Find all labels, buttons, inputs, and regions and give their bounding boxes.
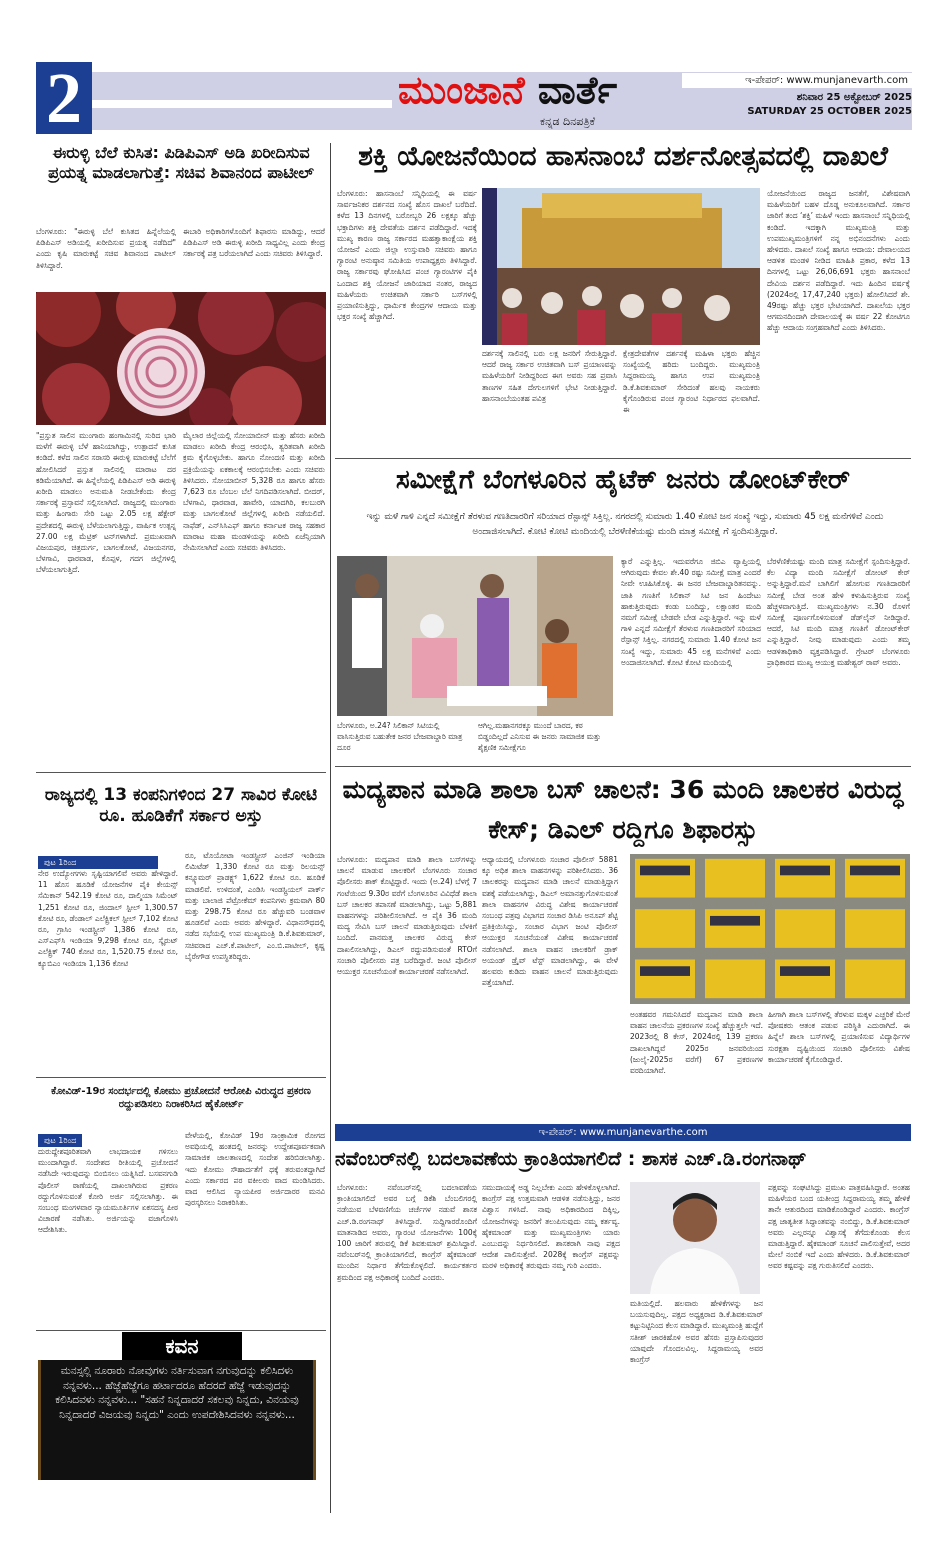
shakti-body-1: ಬೆಂಗಳೂರು: ಹಾಸನಾಂಬೆ ಸನ್ನಿಧಿಯಲ್ಲಿ ಈ ವರ್ಷ ಸಾರ್ವಜನಿಕರ ದರ್ಶನದ ಸಂಖ್ಯೆ ಹೊಸ ದಾಖಲೆ ಬರೆದಿದೆ. ಕಳೆದ 13 ದಿನಗಳಲ್ಲಿ ಬರೋಬ್ಬರಿ 26 ಲಕ್ಷಕ್ಕೂ ಹೆಚ್ಚು ಭಕ್ತಾದಿಗಳು ಶಕ್ತಿ ದೇವತೆಯ ದರ್ಶನ ಪಡೆದಿದ್ದಾರೆ. ಇದಕ್ಕೆ ಮುಖ್ಯ ಕಾರಣ ರಾಜ್ಯ ಸರ್ಕಾರದ ಮಹತ್ವಾಕಾಂಕ್ಷೆಯ ಶಕ್ತಿ ಯೋಜನೆ ಎಂದು ಜಿಲ್ಲಾ ಉಸ್ತುವಾರಿ ಸಚಿವರು ಹಾಗೂ ಗ್ಯಾರಂಟಿ ಅನುಷ್ಠಾನ ಸಮಿತಿಯ ಉಪಾಧ್ಯಕ್ಷರು ತಿಳಿಸಿದ್ದಾರೆ. ರಾಜ್ಯ ಸರ್ಕಾರವು ಘೋಷಿಸಿದ ಪಂಚ ಗ್ಯಾರಂಟಿಗಳ ಪೈಕಿ ಒಂದಾದ ಶಕ್ತಿ ಯೋಜನೆ ಜಾರಿಯಾದ ನಂತರ, ರಾಜ್ಯದ ಮಹಿಳೆಯರು ಉಚಿತವಾಗಿ ಸರ್ಕಾರಿ ಬಸ್‌ಗಳಲ್ಲಿ ಪ್ರಯಾಣಿಸುತ್ತಿದ್ದು, ಧಾರ್ಮಿಕ ಕೇಂದ್ರಗಳ ಆದಾಯ ಮತ್ತು ಭಕ್ತರ ಸಂಖ್ಯೆ ಹೆಚ್ಚಾಗಿದೆ.: [337, 189, 477, 322]
survey-caption-1: ಬೆಂಗಳೂರು, ಅ.24? ಸಿಲಿಕಾನ್ ಸಿಟಿಯಲ್ಲಿ ವಾಸಿಸುತ್ತಿರುವ ಬಹುತೇಕ ಜನರ ಬೇಜವಾಬ್ದಾರಿ ಮಾತ್ರ ದೂರ: [337, 721, 463, 752]
survey-headline: ಸಮೀಕ್ಷೆಗೆ ಬೆಂಗಳೂರಿನ ಹೈಟೆಕ್ ಜನರು ಡೋಂಟ್‌ಕೇರ್: [395, 465, 851, 495]
onion-body-4: ಮೈಲಾರ ಜಿಲ್ಲೆಯಲ್ಲಿ ಸೋಯಾಬೀನ್ ಮತ್ತು ಹೆಸರು ಖರೀದಿ ಮಾಡಲು ಖರೀದಿ ಕೇಂದ್ರ ಆರಂಭಿಸಿ, ತ್ವರಿತವಾಗಿ ಖರೀದಿ ಕ್ರಮ ಕೈಗೊಳ್ಳಬೇಕು. ಹಾಗೂ ನೋಂದಣಿ ಮತ್ತು ಖರೀದಿ ಪ್ರಕ್ರಿಯೆಯನ್ನು ಏಕಕಾಲಕ್ಕೆ ಆರಂಭಿಸಬೇಕು ಎಂದು ಸಚಿವರು ತಿಳಿಸಿದರು. ಸೋಯಾಬೀನ್ 5,328 ರೂ ಹಾಗೂ ಹೆಸರು 7,623 ರೂ ಬೆಂಬಲ ಬೆಲೆ ನಿಗದಿಪಡಿಸಲಾಗಿದೆ. ಬೀದರ್, ಬೆಳಗಾವಿ, ಧಾರವಾಡ, ಹಾವೇರಿ, ಯಾದಗಿರಿ, ಕಲಬುರಗಿ ಮತ್ತು ಬಾಗಲಕೋಟೆ ಜಿಲ್ಲೆಗಳಲ್ಲಿ ಖರೀದಿ ನಡೆಯಲಿದೆ. ನಾಫೆಡ್, ಎನ್‌ಸಿಸಿಎಫ್ ಹಾಗೂ ಕರ್ನಾಟಕ ರಾಜ್ಯ ಸಹಕಾರ ಮಾರಾಟ ಮಹಾ ಮಂಡಳಿಯನ್ನು ಖರೀದಿ ಏಜೆನ್ಸಿಯಾಗಿ ನೇಮಿಸಲಾಗಿದೆ ಎಂದು ಸಚಿವರು ತಿಳಿಸಿದರು.: [183, 431, 325, 553]
divider: [335, 766, 911, 767]
survey-photo: [337, 556, 613, 716]
survey-lead: ಇನ್ನು ಮಳೆ ಗಾಳಿ ಎನ್ನದೆ ಸಮೀಕ್ಷೆಗೆ ತೆರಳುವ ಗಣತಿದಾರರಿಗೆ ಸರಿಯಾದ ರೆಸ್ಪಾನ್ಸ್ ಸಿಕ್ತಿಲ್ಲ. ನಗರದಲ್ಲಿ ಸುಮಾರು 1.40 ಕೋಟಿ ಜನ ಸಂಖ್ಯೆ ಇದ್ದು, ಸುಮಾರು 45 ಲಕ್ಷ ಮನೆಗಳಿವೆ ಎಂದು ಅಂದಾಜಿಸಲಾಗಿದೆ. ಕೋಟಿ ಕೋಟಿ ಮಂದಿಯಲ್ಲಿ ಬೆರಳೆಣಿಕೆಯಷ್ಟು ಮಂದಿ ಮಾತ್ರ ಸಮೀಕ್ಷೆ ಗೆ ಸ್ಪಂದಿಸುತ್ತಿದ್ದಾರೆ.: [366, 512, 884, 537]
shakti-headline: ಶಕ್ತಿ ಯೋಜನೆಯಿಂದ ಹಾಸನಾಂಬೆ ದರ್ಶನೋತ್ಸವದಲ್ಲಿ ದಾಖಲೆ: [358, 141, 888, 172]
column-divider: [330, 143, 331, 1513]
bus-body-2: ಆಧ್ಯಾಯದಲ್ಲಿ ಬೆಂಗಳೂರು ಸಂಚಾರ ಪೊಲೀಸ್ 5881 ಕ್ಕೂ ಅಧಿಕ ಶಾಲಾ ವಾಹನಗಳನ್ನು ಪರಿಶೀಲಿಸಿದರು. 36 ಚಾಲಕರನ್ನು ಮದ್ಯಪಾನ ಮಾಡಿ ಚಾಲನೆ ಮಾಡುತ್ತಿದ್ದಾಗ ವಶಕ್ಕೆ ಪಡೆಯಲಾಗಿದ್ದು, ಡಿಎಲ್ ಅಮಾನತ್ತುಗೊಳಿಸುವಂತೆ ಶಾಲಾ ವಾಹನಗಳ ವಿರುದ್ಧ ವಿಶೇಷ ಕಾರ್ಯಾಚರಣೆ ಸಂಬಂಧ ಪತ್ರವು ವಿಭಾಗದ ಸಂಚಾರ ಡಿಸಿಪಿ ಅನೂಪ್ ಶೆಟ್ಟಿ ಪ್ರತಿಕ್ರಿಯಿಸಿದ್ದು, ಸಂಚಾರ ವಿಭಾಗ ಜಂಟಿ ಪೊಲೀಸ್ ಆಯುಕ್ತರ ಸೂಚನೆಯಂತೆ ವಿಶೇಷ ಕಾರ್ಯಾಚರಣೆ ನಡೆಸಲಾಗಿದೆ. ಶಾಲಾ ವಾಹನ ಚಾಲಕರಿಗೆ ಡ್ರಾಕ್ ಅಯಂಡ್ ಡ್ರೈವ್ ಟೆಸ್ಟ್ ಮಾಡಲಾಗಿದ್ದು, ಈ ವೇಳೆ ಹಲವರು ಕುಡಿದು ವಾಹನ ಚಾಲನೆ ಮಾಡುತ್ತಿರುವುದು ಪತ್ತೆಯಾಗಿದೆ.: [482, 855, 618, 988]
bus-article: [335, 770, 911, 1118]
onion-headline: ಈರುಳ್ಳಿ ಬೆಲೆ ಕುಸಿತ: ಪಿಡಿಪಿಎಸ್ ಅಡಿ ಖರೀದಿಸುವ ಪ್ರಯತ್ನ ಮಾಡಲಾಗುತ್ತೆ: ಸಚಿವ ಶಿವಾನಂದ ಪಾಟೀಲ್: [48, 143, 314, 182]
temple-crowd-photo: [482, 188, 760, 345]
date-english: SATURDAY 25 OCTOBER 2025: [747, 106, 912, 117]
investment-body-2: ರೂ, ಟೊಯೋಟಾ ಇಂಡಸ್ಟ್ರೀಸ್ ಎಂಜಿನ್ ಇಂಡಿಯಾ ಲಿಮಿಟೆಡ್ 1,330 ಕೋಟಿ ರೂ ಮತ್ತು ರಿಲಯನ್ಸ್ ಕನ್ಸ್ಯೂಮರ್ ಪ್ರಾಡಕ್ಟ್ಸ್ 1,622 ಕೋಟಿ ರೂ. ಹೂಡಿಕೆ ಮಾಡಲಿವೆ. ಉಳಿದಂತೆ, ಎಂಡಿಸಿ ಇಂಡಸ್ಟ್ರಿಯಲ್ ಪಾರ್ಕ್ ಮತ್ತು ಬಾಲಾಜಿ ಪೆಟ್ರೋಕೆಮ್ ಕಂಪನಿಗಳು ಕ್ರಮವಾಗಿ 80 ಮತ್ತು 298.75 ಕೋಟಿ ರೂ ಹೆಚ್ಚುವರಿ ಬಂಡವಾಳ ಹೂಡಲಿವೆ ಎಂದು ಅವರು ಹೇಳಿದ್ದಾರೆ. ವಿಧಾನಸೌಧದಲ್ಲಿ ನಡೆದ ಸಭೆಯಲ್ಲಿ ಉಪ ಮುಖ್ಯಮಂತ್ರಿ ಡಿ.ಕೆ.ಶಿವಕುಮಾರ್, ಸಚಿವರಾದ ಎಚ್.ಕೆ.ಪಾಟೀಲ್, ಎಂ.ಬಿ.ಪಾಟೀಲ್, ಕೃಷ್ಣ ಬೈರೇಗೌಡ ಉಪಸ್ಥಿತರಿದ್ದರು.: [185, 851, 325, 961]
investment-body-1: ನೇರ ಉದ್ಯೋಗಗಳು ಸೃಷ್ಟಿಯಾಗಲಿವೆ ಅವರು ಹೇಳಿದ್ದಾರೆ. 11 ಹೊಸ ಹೂಡಿಕೆ ಯೋಜನೆಗಳ ಪೈಕಿ ಕೇಯನ್ಸ್ ಸೆಮಿಕಾನ್ 542.19 ಕೋಟಿ ರೂ, ದಾಲ್ಮಿಯಾ ಸಿಮೆಂಟ್ 1,251 ಕೋಟಿ ರೂ, ಜಿಂದಾಲ್ ಸ್ಟೀಲ್ 1,300.57 ಕೋಟಿ ರೂ, ಡೆಂಡಾಲ್ ಎಲೆಕ್ಟ್ರಿಕಲ್ ಸ್ಟೀಲ್ 7,102 ಕೋಟಿ ರೂ, ಗ್ರಾಸಿಂ ಇಂಡಸ್ಟ್ರೀಸ್ 1,386 ಕೋಟಿ ರೂ, ಎಸ್‌ಎಫ್‌ಸಿ ಇಂಡಿಯಾ 9,298 ಕೋಟಿ ರೂ, ಸ್ಕೈರುಟ್ ಎಲೆಕ್ಟ್ರಿಕ್ 740 ಕೋಟಿ ರೂ, 1,520.75 ಕೋಟಿ ರೂ, ಕ್ಯೂಬಿಎಂ ಇಂಡಿಯಾ 1,136 ಕೋಟಿ: [38, 869, 178, 968]
tagline: ಕನ್ನಡ ದಿನಪತ್ರಿಕೆ: [540, 115, 596, 128]
bus-headline: ಮದ್ಯಪಾನ ಮಾಡಿ ಶಾಲಾ ಬಸ್ ಚಾಲನೆ: 36 ಮಂದಿ ಚಾಲಕರ ವಿರುದ್ಧ ಕೇಸ್; ಡಿಎಲ್ ರದ್ದಿಗೂ ಶಿಫಾರಸ್ಸು: [342, 775, 904, 844]
page-number: 2: [36, 62, 92, 134]
masthead-red: ಮುಂಜಾನೆ: [398, 68, 525, 112]
school-bus-photo-collage: [630, 854, 910, 1004]
ranganath-body-3: ಮತಿಯಲ್ಲಿದೆ. ಹಲವಾರು ಹೇಳಿಕೆಗಳನ್ನು ಜನ ಬಯಸುವುದಿಲ್ಲ. ಪಕ್ಷದ ಅಧ್ಯಕ್ಷರಾದ ಡಿ.ಕೆ.ಶಿವಕುಮಾರ್ ಕಟ್ಟುನಿಟ್ಟಿನಿಂದ ಕೆಲಸ ಮಾಡಿದ್ದಾರೆ. ಮುಖ್ಯಮಂತ್ರಿ ಹುದ್ದೆಗೆ ಸತೀಶ್ ಜಾರಕಿಹೊಳಿ ಅವರ ಹೆಸರು ಪ್ರಸ್ತಾಪಿಸುವುದರ ಯಾವುದೇ ಗೊಂದಲವಿಲ್ಲ. ಸಿದ್ದರಾಮಯ್ಯ ಅವರ ಕಾಂಗ್ರೆಸ್: [630, 1299, 763, 1365]
ranganath-body-1: ಬೆಂಗಳೂರು: ನವೆಂಬರ್‌ನಲ್ಲಿ ಬದಲಾವಣೆಯ ಕ್ರಾಂತಿಯಾಗಲಿದೆ ಅವರ ಬಗ್ಗೆ ಡಿಕೆಶಿ ಬೆಂಬಲಿಗರಲ್ಲಿ ನಡೆಯುವ ಬೆಳವಣಿಗೆಯ ಚರ್ಚೆಗಳ ನಡುವೆ ಶಾಸಕ ಎಚ್.ಡಿ.ರಂಗನಾಥ್ ತಿಳಿಸಿದ್ದಾರೆ. ಸುದ್ದಿಗಾರರೊಂದಿಗೆ ಮಾತನಾಡಿದ ಅವರು, ಗ್ಯಾರಂಟಿ ಯೋಜನೆಗಳು 100ಕ್ಕೆ 100 ಜಾರಿಗೆ ತರುವಲ್ಲಿ ಡಿಕೆ ಶಿವಕುಮಾರ್ ಶ್ರಮಿಸಿದ್ದಾರೆ. ನವೆಂಬರ್‌ನಲ್ಲಿ ಕ್ರಾಂತಿಯಾಗಲಿದೆ, ಕಾಂಗ್ರೆಸ್ ಹೈಕಮಾಂಡ್ ಮುಂದಿನ ನಿರ್ಧಾರ ತೆಗೆದುಕೊಳ್ಳಲಿದೆ. ಕಾರ್ಯಕರ್ತರ ಶ್ರಮದಿಂದ ಪಕ್ಷ ಅಧಿಕಾರಕ್ಕೆ ಬಂದಿದೆ ಎಂದರು.: [337, 1183, 477, 1282]
survey-body-2: ಬೆರಳೆಣಿಕೆಯಷ್ಟು ಮಂದಿ ಮಾತ್ರ ಸಮೀಕ್ಷೆಗೆ ಸ್ಪಂದಿಸುತ್ತಿದ್ದಾರೆ. ಕೆಲ ವಿದ್ಯಾ ಮಂದಿ ಸಮೀಕ್ಷೆಗೆ ಡೋಂಟ್ ಕೇರ್ ಅನ್ನುತ್ತಿದ್ದಾರೆ.ಮನೆ ಬಾಗಿಲಿಗೆ ಹೋಗುವ ಗಣತಿದಾರರಿಗೆ ಸಮೀಕ್ಷೆ ಬೇಡ ಅಂತ ಹೇಳಿ ಕಳುಹಿಸುತ್ತಿರುವ ಸಂಖ್ಯೆ ಹೆಚ್ಚಳವಾಗುತ್ತಿದೆ. ಮುಖ್ಯಮಂತ್ರಿಗಳು ನ.30 ರೊಳಗೆ ಸಮೀಕ್ಷೆ ಪೂರ್ಣಗೊಳಿಸುವಂತೆ ಡೆಡ್‌ಲೈನ್ ನೀಡಿದ್ದಾರೆ. ಆದರೆ, ಸಿಟಿ ಮಂದಿ ಮಾತ್ರ ಗಣತಿಗೆ ಡೋಂಟ್‌ಕೇರ್ ಎನ್ನುತ್ತಿದ್ದಾರೆ. ನೀವು ಮಾಡುವುದು ಎಂದು ತಮ್ಮ ಆಡಳಿತಾಧಿಕಾರಿ ವ್ಯಕ್ತಪಡಿಸಿದ್ದಾರೆ. ಗ್ರೇಟರ್ ಬೆಂಗಳೂರು ಪ್ರಾಧಿಕಾರದ ಮುಖ್ಯ ಆಯುಕ್ತ ಮಹೇಶ್ವರ್ ರಾವ್ ಅವರು.: [767, 557, 910, 667]
divider: [36, 772, 326, 773]
highcourt-body-1: ದುರುದ್ದೇಶಪೂರಿತವಾಗಿ ಲಾಭದಾಯಕ ಗಳಿಸಲು ಮುಂದಾಗಿದ್ದಾರೆ. ಸಂದೇಶದ ರೀತಿಯಲ್ಲಿ ಪ್ರಚೋದನೆ ನಡೆಸಿದೇ ಇರುವುದನ್ನು ಬಿಂಬಿಸಲು ಯತ್ನಿಸಿದೆ. ಬಸವನಗುಡಿ ಪೊಲೀಸ್ ಠಾಣೆಯಲ್ಲಿ ದಾಖಲಾಗಿರುವ ಪ್ರಕರಣ ರದ್ದುಗೊಳಿಸುವಂತೆ ಕೋರಿ ಅರ್ಜಿ ಸಲ್ಲಿಸಲಾಗಿತ್ತು. ಈ ಸಂಬಂಧ ಮಂಗಳವಾರ ನ್ಯಾಯಮೂರ್ತಿಗಳ ಏಕಸದಸ್ಯ ಪೀಠ ವಿಚಾರಣೆ ನಡೆಸಿತು. ಅರ್ಜಿಯನ್ನು ವಜಾಗೊಳಿಸಿ ಆದೇಶಿಸಿತು.: [38, 1147, 178, 1235]
continued-label-text: ಪುಟ 1ರಿಂದ: [38, 856, 158, 869]
poem-title: ಕವನ: [122, 1332, 242, 1360]
epaper-link[interactable]: ಇ-ಪೇಪರ್: www.munjanevarth.com: [682, 73, 912, 88]
ranganath-headline: ನವೆಂಬರ್‌ನಲ್ಲಿ ಬದಲಾವಣೆಯ ಕ್ರಾಂತಿಯಾಗಲಿದೆ : ಶಾಸಕ ಎಚ್.ಡಿ.ರಂಗನಾಥ್: [335, 1148, 807, 1170]
bus-article-body: [335, 854, 911, 1118]
divider: [36, 1330, 326, 1331]
bus-body-3: ಅಂತಹವರ ಗಮನಿಸಿದರೆ ಮದ್ಯಪಾನ ಮಾಡಿ ಶಾಲಾ ವಾಹನ ಚಾಲನೆಯ ಪ್ರಕರಣಗಳ ಸಂಖ್ಯೆ ಹೆಚ್ಚುತ್ತಲೇ ಇದೆ. 2023ರಲ್ಲಿ 8 ಕೇಸ್, 2024ರಲ್ಲಿ 139 ಪ್ರಕರಣ ದಾಖಲಾಗಿದ್ದವೆ 2025ರ ಜನವರಿಯಿಂದ (ಜುಲೈ-2025ರ ವರೆಗೆ) 67 ಪ್ರಕರಣಗಳ ವರದಿಯಾಗಿವೆ.: [630, 1010, 763, 1076]
masthead-logo: [398, 68, 617, 112]
onion-body-1: ಬೆಂಗಳೂರು: "ಈರುಳ್ಳಿ ಬೆಲೆ ಕುಸಿತದ ಹಿನ್ನೆಲೆಯಲ್ಲಿ ಪಿಡಿಪಿಎಸ್ ಅಡಿಯಲ್ಲಿ ಖರೀದಿಸುವ ಪ್ರಯತ್ನ ನಡೆದಿದೆ" ಎಂದು ಕೃಷಿ ಮಾರುಕಟ್ಟೆ ಸಚಿವ ಶಿವಾನಂದ ಪಾಟೀಲ್ ತಿಳಿಸಿದ್ದಾರೆ.: [36, 227, 176, 270]
ranganath-photo: [630, 1182, 760, 1294]
epaper-banner[interactable]: ಇ-ಪೇಪರ್: www.munjanevarthe.com: [335, 1124, 911, 1141]
shakti-body-4: ಯೋಜನೆಯಿಂದ ರಾಜ್ಯದ ಜನತೆಗೆ, ವಿಶೇಷವಾಗಿ ಮಹಿಳೆಯರಿಗೆ ಬಹಳ ದೊಡ್ಡ ಅನುಕೂಲವಾಗಿದೆ. ಸರ್ಕಾರ ಜಾರಿಗೆ ತಂದ ‘ಶಕ್ತಿ’ ಮಹಿಳೆ ಇಂದು ಹಾಸನಾಂಬೆ ಸನ್ನಿಧಿಯಲ್ಲಿ ಕಂಡಿದೆ. ಇದಕ್ಕಾಗಿ ಮುಖ್ಯಮಂತ್ರಿ ಮತ್ತು ಉಪಮುಖ್ಯಮಂತ್ರಿಗಳಿಗೆ ನನ್ನ ಅಭಿನಂದನೆಗಳು ಎಂದು ಹೇಳಿದರು. ದಾಖಲೆ ಸಂಖ್ಯೆ ಹಾಗೂ ಆದಾಯ: ದೇವಾಲಯದ ಆಡಳಿತ ಮಂಡಳಿ ನೀಡಿದ ಮಾಹಿತಿ ಪ್ರಕಾರ, ಕಳೆದ 13 ದಿನಗಳಲ್ಲಿ ಒಟ್ಟು 26,06,691 ಭಕ್ತರು ಹಾಸನಾಂಬೆ ದೇವಿಯ ದರ್ಶನ ಪಡೆದಿದ್ದಾರೆ. ಇದು ಹಿಂದಿನ ವರ್ಷಕ್ಕೆ (2024ರಲ್ಲಿ 17,47,240 ಭಕ್ತರು) ಹೋಲಿಸಿದರೆ ಶೇ. 49ರಷ್ಟು ಹೆಚ್ಚು ಭಕ್ತರ ಭೇಟಿಯಾಗಿದೆ. ದಾಖಲೆಯ ಭಕ್ತರ ಆಗಮನದಿಂದಾಗಿ ದೇವಾಲಯಕ್ಕೆ ಈ ವರ್ಷ 22 ಕೋಟಿಗೂ ಹೆಚ್ಚು ಆದಾಯ ಸಂಗ್ರಹವಾಗಿದೆ ಎಂದು ತಿಳಿಸಿದರು.: [767, 189, 910, 333]
divider: [36, 1077, 326, 1078]
ranganath-body-4: ಪಕ್ಷವನ್ನು ಸಂಘಟಿಸಿದ್ದು ಪ್ರಮುಖ ಪಾತ್ರವಹಿಸಿದ್ದಾರೆ. ಅಂತಹ ಮಹಿಳೆಯರ ಬಂದ ಯತೀಂದ್ರ ಸಿದ್ದರಾಮಯ್ಯ ತಮ್ಮ ಹೇಳಿಕೆ ತಾನೇ ಆತುರದಿಂದ ಮಾಡಿಕೊಂಡಿದ್ದಾರೆ ಎಂದರು. ಕಾಂಗ್ರೆಸ್ ಪಕ್ಷ ಜಾತ್ಯತೀತ ಸಿದ್ಧಾಂತವನ್ನು ನಂಬಿದ್ದು, ಡಿ.ಕೆ.ಶಿವಕುಮಾರ್ ಅವರು ಎಲ್ಲರನ್ನೂ ವಿಶ್ವಾಸಕ್ಕೆ ತೆಗೆದುಕೊಂಡು ಕೆಲಸ ಮಾಡುತ್ತಿದ್ದಾರೆ. ಹೈಕಮಾಂಡ್ ಸೂಚನೆ ಪಾಲಿಸುತ್ತೇವೆ, ಅದರ ಮೇಲೆ ನಂಬಿಕೆ ಇದೆ ಎಂದು ಹೇಳಿದರು. ಡಿ.ಕೆ.ಶಿವಕುಮಾರ್ ಅವರ ಕಷ್ಟವನ್ನು ಪಕ್ಷ ಗುರುತಿಸಲಿದೆ ಎಂದರು.: [768, 1183, 910, 1271]
onion-photo: [36, 292, 326, 425]
continued-label: [38, 850, 158, 869]
continued-label-text: ಪುಟ 1ರಿಂದ: [38, 1134, 82, 1147]
divider: [335, 458, 911, 459]
continued-label: [38, 1128, 82, 1147]
poem-text: ಮನಸ್ಸಲ್ಲಿ ನೂರಾರು ನೋವುಗಳು ನರ್ತಿಸುವಾಗ ನಗುವುದನ್ನು ಕಲಿಸಿದಳು ನನ್ನವಳು... ಹೆಜ್ಜೆಹೆಜ್ಜೆಗೂ ಹರ್ಟಾದರೂ ಹೆದರದೆ ಹೆಜ್ಜೆ ಇಡುವುದನ್ನು ಕಲಿಸಿದವಳು ನನ್ನವಳು... "ಸಹನೆ ನಿನ್ನದಾದರೆ ಸಕಲವು ನಿನ್ನದು, ವಿನಯವು ನಿನ್ನದಾದರೆ ವಿಜಯವು ನಿನ್ನದು" ಎಂದು ಉಪದೇಶಿಸಿದವಳು ನನ್ನವಳು...: [38, 1360, 316, 1480]
investment-headline: ರಾಜ್ಯದಲ್ಲಿ 13 ಕಂಪನಿಗಳಿಂದ 27 ಸಾವಿರ ಕೋಟಿ ರೂ. ಹೂಡಿಕೆಗೆ ಸರ್ಕಾರ ಅಸ್ತು: [44, 785, 318, 827]
survey-body-1: ಕ್ಯಾರೆ ಎನ್ನುತ್ತಿಲ್ಲ. ಇದುವರೆಗೂ ಜಿಬಿಎ ವ್ಯಾಪ್ತಿಯಲ್ಲಿ ಆಗಿರುವುದು ಕೇವಲ ಶೇ.40 ರಷ್ಟು ಸಮೀಕ್ಷೆ ಮಾತ್ರ ಎಂದರೆ ನೀವೇ ಊಹಿಸಿಕೊಳ್ಳಿ. ಈ ಜನರ ಬೇಜವಾಬ್ದಾರಿತನವನ್ನು. ಜಾತಿ ಗಣತಿಗೆ ಸಿಲಿಕಾನ್ ಸಿಟಿ ಜನ ಹಿಂದೇಟು ಹಾಕುತ್ತಿರುವುದು ಕಂಡು ಬಂದಿದ್ದು, ಲಕ್ಷಾಂತರ ಮಂದಿ ನಮಗೆ ಸಮೀಕ್ಷೆ ಬೇಡವೇ ಬೇಡ ಎನ್ನುತ್ತಿದ್ದಾರೆ. ಇನ್ನು ಮಳೆ ಗಾಳಿ ಎನ್ನದೆ ಸಮೀಕ್ಷೆಗೆ ತೆರಳುವ ಗಣತಿದಾರರಿಗೆ ಸರಿಯಾದ ರೆಸ್ಪಾನ್ಸ್ ಸಿಕ್ತಿಲ್ಲ. ನಗರದಲ್ಲಿ ಸುಮಾರು 1.40 ಕೋಟಿ ಜನ ಸಂಖ್ಯೆ ಇದ್ದು, ಸುಮಾರು 45 ಲಕ್ಷ ಮನೆಗಳಿವೆ ಎಂದು ಅಂದಾಜಿಸಲಾಗಿದೆ. ಕೋಟಿ ಕೋಟಿ ಮಂದಿಯಲ್ಲಿ: [621, 557, 761, 667]
bus-body-4: ಹೀಗಾಗಿ ಶಾಲಾ ಬಸ್‌ಗಳಲ್ಲಿ ತೆರಳುವ ಮಕ್ಕಳ ಎಚ್ಚರಿಕೆ ಮೇರೆ ಪೋಷಕರು ಆತಂಕ ಪಡುವ ಪರಿಸ್ಥಿತಿ ಎದುರಾಗಿದೆ. ಈ ಹಿನ್ನೆಲೆ ಶಾಲಾ ಬಸ್‌ಗಳಲ್ಲಿ ಪ್ರಯಾಣಿಸುವ ವಿದ್ಯಾರ್ಥಿಗಳ ಸುರಕ್ಷತಾ ದೃಷ್ಟಿಯಿಂದ ಸಂಚಾರಿ ಪೊಲೀಸರು ವಿಶೇಷ ಕಾರ್ಯಾಚರಣೆ ಕೈಗೊಂಡಿದ್ದಾರೆ.: [768, 1010, 910, 1064]
highcourt-headline: ಕೋವಿಡ್-19ರ ಸಂದರ್ಭದಲ್ಲಿ ಕೋಮು ಪ್ರಚೋದನೆ ಆರೋಪಿ ವಿರುದ್ಧದ ಪ್ರಕರಣ ರದ್ದುಪಡಿಸಲು ನಿರಾಕರಿಸಿದ ಹೈಕೋರ್ಟ್: [51, 1086, 311, 1110]
onion-body-3: "ಪ್ರಸ್ತುತ ಸಾಲಿನ ಮುಂಗಾರು ಹಂಗಾಮಿನಲ್ಲಿ ಸುರಿದ ಭಾರಿ ಮಳೆಗೆ ಈರುಳ್ಳಿ ಬೆಳೆ ಹಾನಿಯಾಗಿದ್ದು, ಉತ್ಪಾದನೆ ಕುಸಿತ ಕಂಡಿದೆ. ಕಳೆದ ಸಾಲಿನ ಸರಾಸರಿ ಈರುಳ್ಳಿ ಮಾರುಕಟ್ಟೆ ಬೆಲೆಗೆ ಹೋಲಿಸಿದರೆ ಪ್ರಸ್ತುತ ಸಾಲಿನಲ್ಲಿ ಮಾರಾಟ ದರ ಕಡಿಮೆಯಾಗಿದೆ. ಈ ಹಿನ್ನೆಲೆಯಲ್ಲಿ ಪಿಡಿಪಿಎಸ್ ಅಡಿ ಈರುಳ್ಳಿ ಖರೀದಿ ಮಾಡಲು ಅನುಮತಿ ನೀಡಬೇಕೆಂದು ಕೇಂದ್ರ ಸರ್ಕಾರಕ್ಕೆ ಪ್ರಸ್ತಾವನೆ ಸಲ್ಲಿಸಲಾಗಿದೆ. ರಾಜ್ಯದಲ್ಲಿ ಮುಂಗಾರು ಮತ್ತು ಹಿಂಗಾರು ಸೇರಿ ಒಟ್ಟು 2.05 ಲಕ್ಷ ಹೆಕ್ಟೇರ್ ಪ್ರದೇಶದಲ್ಲಿ ಈರುಳ್ಳಿ ಬೆಳೆಯಲಾಗುತ್ತಿದ್ದು, ವಾರ್ಷಿಕ ಉತ್ಪನ್ನ 27.00 ಲಕ್ಷ ಮೆಟ್ರಿಕ್ ಟನ್‌ಗಳಾಗಿದೆ. ಪ್ರಮುಖವಾಗಿ ವಿಜಯಪುರ, ಚಿತ್ರದುರ್ಗ, ಬಾಗಲಕೋಟೆ, ವಿಜಯನಗರ, ಬೆಳಗಾವಿ, ಧಾರವಾಡ, ಕೊಪ್ಪಳ, ಗದಗ ಜಿಲ್ಲೆಗಳಲ್ಲಿ ಬೆಳೆಯಲಾಗುತ್ತಿದೆ.: [36, 431, 176, 575]
shakti-body-3: ಕ್ಷೇತ್ರದೇವತೆಗಳ ದರ್ಶನಕ್ಕೆ ಮಹಿಳಾ ಭಕ್ತರು ಹೆಚ್ಚಿನ ಸಂಖ್ಯೆಯಲ್ಲಿ ಹರಿದು ಬಂದಿದ್ದರು. ಮುಖ್ಯಮಂತ್ರಿ ಸಿದ್ದರಾಮಯ್ಯ ಹಾಗೂ ಉಪ ಮುಖ್ಯಮಂತ್ರಿ ಡಿ.ಕೆ.ಶಿವಕುಮಾರ್ ಸೇರಿದಂತೆ ಹಲವು ನಾಯಕರು ಕೈಗೊಂಡಿರುವ ಪಂಚ ಗ್ಯಾರಂಟಿ ನಿರ್ಧಾರದ ಫಲವಾಗಿದೆ. ಈ: [623, 349, 760, 415]
survey-caption-2: ಆಗಿಲ್ಲ.ಮಹಾನಗರಕ್ಕೂ ಮುಂದೆ ಬಾರದ, ಕಠ ಬಿಡ್ಡಂದಿಲ್ಲದೆ ಎನಿಸುವ ಈ ಜನರು ಸಾಮಾಜಿಕ ಮತ್ತು ಶೈಕ್ಷಣಿಕ ಸಮೀಕ್ಷೆಗೂ: [478, 721, 601, 752]
masthead-divider: [92, 100, 392, 108]
highcourt-body-2: ವೇಳೆಯಲ್ಲಿ, ಕೋವಿಡ್ 19ರ ಸಾಂಕ್ರಾಮಿಕ ರೋಗದ ಅವಧಿಯಲ್ಲಿ ಹಂತದಲ್ಲಿ ಜನರನ್ನು ಉದ್ದೇಶಪೂರ್ವಕವಾಗಿ ಸಾಮಾಜಿಕ ಜಾಲತಾಣದಲ್ಲಿ ಸಂದೇಶ ಹರಿಬಿಡಲಾಗಿತ್ತು. ಇದು ಕೋಮು ಸೌಹಾರ್ದತೆಗೆ ಧಕ್ಕೆ ತರುವಂತದ್ದಾಗಿದೆ ಎಂದು ಸರ್ಕಾರದ ಪರ ವಕೀಲರು ವಾದ ಮಂಡಿಸಿದರು. ವಾದ ಆಲಿಸಿದ ನ್ಯಾಯಪೀಠ ಅರ್ಜಿದಾರರ ಮನವಿ ಪುರಸ್ಕರಿಸಲು ನಿರಾಕರಿಸಿತು.: [185, 1131, 325, 1208]
masthead-black: ವಾರ್ತೆ: [537, 68, 618, 112]
date-kannada: ಶನಿವಾರ 25 ಅಕ್ಟೋಬರ್ 2025: [796, 92, 912, 103]
ranganath-body-2: ಸಮುದಾಯಕ್ಕೆ ಅಡ್ಡ ನಿಲ್ಲಬೇಕು ಎಂದು ಹೇಳಿಕೊಳ್ಳಲಾಗಿದೆ. ಕಾಂಗ್ರೆಸ್ ಪಕ್ಷ ಉತ್ತಮವಾಗಿ ಆಡಳಿತ ನಡೆಸುತ್ತಿದ್ದು, ಜನರ ವಿಶ್ವಾಸ ಗಳಿಸಿದೆ. ನಾವು ಅಧಿಕಾರದಿಂದ ದಿಕ್ಕಿಲ್ಲ, ಯೋಜನೆಗಳನ್ನು ಜನರಿಗೆ ತಲುಪಿಸುವುದು ನಮ್ಮ ಕರ್ತವ್ಯ. ಹೈಕಮಾಂಡ್ ಮತ್ತು ಮುಖ್ಯಮಂತ್ರಿಗಳು ಯಾರು ಎಂಬುದನ್ನು ನಿರ್ಧರಿಸಲಿದೆ. ಶಾಸಕರಾಗಿ ನಾವು ಪಕ್ಷದ ಆದೇಶ ಪಾಲಿಸುತ್ತೇವೆ. 2028ಕ್ಕೆ ಕಾಂಗ್ರೆಸ್ ಪಕ್ಷವನ್ನು ಮರಳಿ ಅಧಿಕಾರಕ್ಕೆ ತರುವುದು ನಮ್ಮ ಗುರಿ ಎಂದರು.: [482, 1183, 620, 1271]
bus-body-1: ಬೆಂಗಳೂರು: ಮದ್ಯಪಾನ ಮಾಡಿ ಶಾಲಾ ಬಸ್‌ಗಳನ್ನು ಚಾಲನೆ ಮಾಡುವ ಚಾಲಕರಿಗೆ ಬೆಂಗಳೂರು ಸಂಚಾರ ಪೊಲೀಸರು ಶಾಕ್ ಕೊಟ್ಟಿದ್ದಾರೆ. ಇಂದು (ಅ.24) ಬೆಳಗ್ಗೆ 7 ಗಂಟೆಯಿಂದ 9.30ರ ವರೆಗೆ ಬೆಂಗಳೂರಿನ ವಿವಿಧೆಡೆ ಶಾಲಾ ಬಸ್ ಚಾಲಕರ ತಪಾಸಣೆ ಮಾಡಲಾಗಿದ್ದು, ಒಟ್ಟು 5,881 ವಾಹನಗಳನ್ನು ಪರಿಶೀಲಿಸಲಾಗಿದೆ. ಆ ಪೈಕಿ 36 ಮಂದಿ ಮದ್ಯ ಸೇವಿಸಿ ಬಸ್ ಚಾಲನೆ ಮಾಡುತ್ತಿರುವುದು ಬೆಳಕಿಗೆ ಬಂದಿದೆ. ಪಾನಮತ್ತ ಚಾಲಕರ ವಿರುದ್ಧ ಕೇಸ್ ದಾಖಲಿಸಲಾಗಿದ್ದು, ಡಿಎಲ್ ರದ್ದುಪಡಿಸುವಂತೆ RTOಗೆ ಸಂಚಾರಿ ಪೊಲೀಸರು ಪತ್ರ ಬರೆದಿದ್ದಾರೆ. ಜಂಟಿ ಪೊಲೀಸ್ ಆಯುಕ್ತರ ಸೂಚನೆಯಂತೆ ಕಾರ್ಯಾಚರಣೆ ನಡೆಸಲಾಗಿದೆ.: [337, 855, 477, 977]
onion-body-2: ಈಬಾರಿ ಅಧಿಕಾರಿಗಳೊಂದಿಗೆ ಶಿಫಾರಸು ಮಾಡಿದ್ದು, ಆದರೆ ಪಿಡಿಪಿಎಸ್ ಅಡಿ ಈರುಳ್ಳಿ ಖರೀದಿ ಸಾಧ್ಯವಿಲ್ಲ ಎಂದು ಕೇಂದ್ರ ಸರ್ಕಾರಕ್ಕೆ ಪತ್ರ ಬರೆಯಲಾಗಿದೆ ಎಂದು ಸಚಿವರು ತಿಳಿಸಿದ್ದಾರೆ.: [183, 227, 325, 259]
shakti-body-2: ದರ್ಶನಕ್ಕೆ ಸಾಲಿನಲ್ಲಿ ಬರು ಲಕ್ಷ ಜನರಿಗೆ ಸೇರುತ್ತಿದ್ದಾರೆ. ಆದರೆ ರಾಜ್ಯ ಸರ್ಕಾರ ಉಚಿತವಾಗಿ ಬಸ್ ಪ್ರಯಾಣವನ್ನು ಮಹಿಳೆಯರಿಗೆ ನೀಡಿದ್ದರಿಂದ ಈಗ ಅವರು ಸಹ ಪ್ರವಾಸಿ ತಾಣಗಳ ಸಹಿತ ದೇಗುಲಗಳಿಗೆ ಭೇಟಿ ನೀಡುತ್ತಿದ್ದಾರೆ. ಹಾಸನಾಂಬೆಯಂತಹ ಪವಿತ್ರ: [482, 349, 617, 403]
